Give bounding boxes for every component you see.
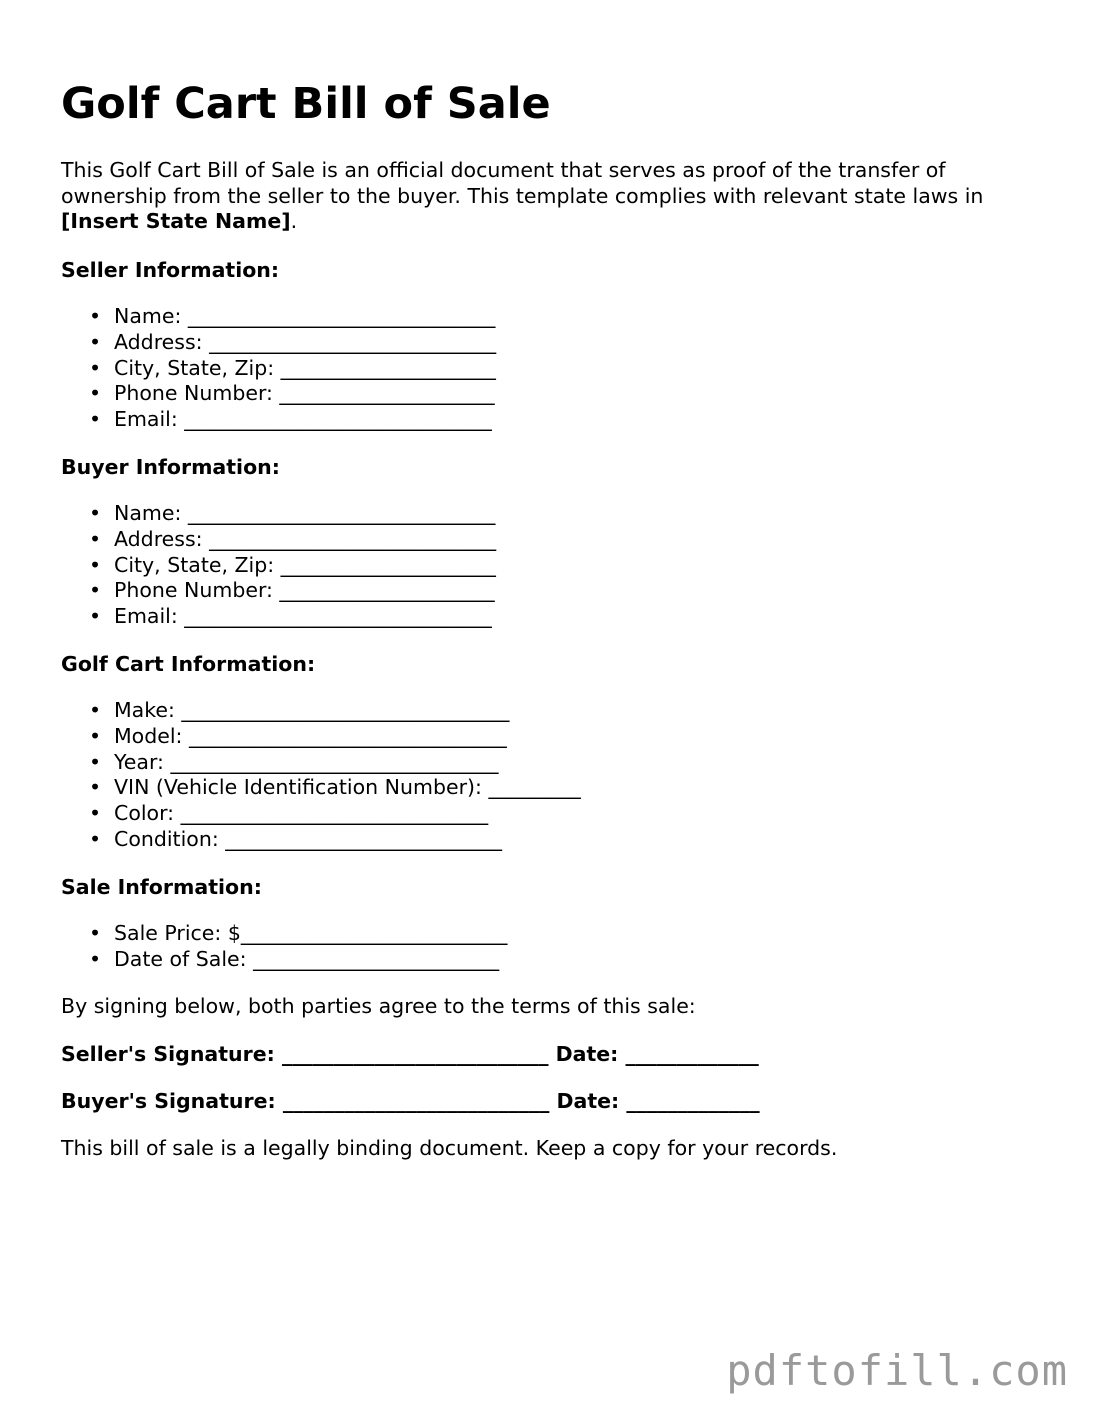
cart-color-field[interactable]: • Color: ______________________________ — [61, 801, 581, 827]
buyer-fields — [61, 501, 496, 630]
buyer-heading: Buyer Information: — [61, 455, 280, 479]
intro-state-placeholder: [Insert State Name] — [61, 209, 291, 233]
seller-email-field[interactable]: • Email: ______________________________ — [61, 407, 496, 433]
footer-note: This bill of sale is a legally binding document. Keep a copy for your records. — [61, 1136, 838, 1160]
buyer-email-field[interactable]: • Email: ______________________________ — [61, 604, 496, 630]
seller-phone-field[interactable]: • Phone Number: _____________________ — [61, 381, 496, 407]
seller-signature-line[interactable]: Seller's Signature: __________________________ Date: _____________ — [61, 1042, 759, 1066]
cart-model-field[interactable]: • Model: _______________________________ — [61, 724, 581, 750]
buyer-signature-line[interactable]: Buyer's Signature: __________________________ Date: _____________ — [61, 1089, 760, 1113]
intro-end: . — [290, 209, 298, 233]
intro-text: This Golf Cart Bill of Sale is an official document that serves as proof of the transfer of ownership from the seller to the buyer. This template complies with relevant state laws in — [61, 158, 984, 208]
cart-fields — [61, 698, 581, 853]
buyer-name-field[interactable]: • Name: ______________________________ — [61, 501, 496, 527]
buyer-phone-field[interactable]: • Phone Number: _____________________ — [61, 578, 496, 604]
document-title: Golf Cart Bill of Sale — [61, 79, 551, 129]
cart-vin-field[interactable]: • VIN (Vehicle Identification Number): _________ — [61, 775, 581, 801]
seller-heading: Seller Information: — [61, 258, 280, 282]
sale-price-field[interactable]: • Sale Price: $__________________________ — [61, 921, 507, 947]
agreement-text: By signing below, both parties agree to the terms of this sale: — [61, 994, 696, 1018]
sale-date-field[interactable]: • Date of Sale: ________________________ — [61, 947, 507, 973]
sale-heading: Sale Information: — [61, 875, 262, 899]
seller-city-state-zip-field[interactable]: • City, State, Zip: _____________________ — [61, 356, 496, 382]
seller-name-field[interactable]: • Name: ______________________________ — [61, 304, 496, 330]
buyer-city-state-zip-field[interactable]: • City, State, Zip: _____________________ — [61, 553, 496, 579]
seller-fields — [61, 304, 496, 433]
cart-year-field[interactable]: • Year: ________________________________ — [61, 750, 581, 776]
watermark: pdftofill.com — [726, 1346, 1068, 1395]
sale-fields — [61, 921, 507, 973]
cart-condition-field[interactable]: • Condition: ___________________________ — [61, 827, 581, 853]
seller-address-field[interactable]: • Address: ____________________________ — [61, 330, 496, 356]
buyer-address-field[interactable]: • Address: ____________________________ — [61, 527, 496, 553]
intro-paragraph — [61, 158, 1046, 235]
cart-make-field[interactable]: • Make: ________________________________ — [61, 698, 581, 724]
cart-heading: Golf Cart Information: — [61, 652, 316, 676]
